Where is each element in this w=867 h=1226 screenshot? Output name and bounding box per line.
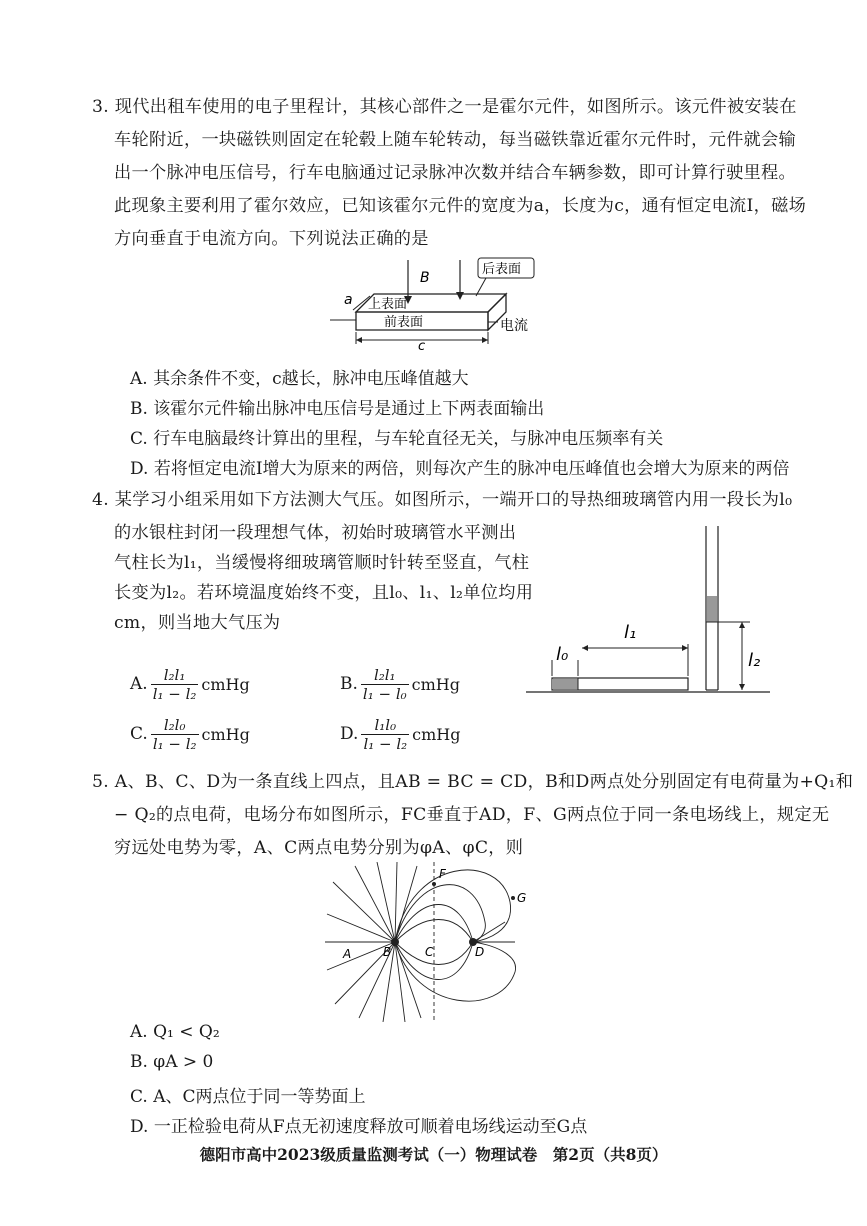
point-d-label: D [475, 945, 485, 959]
q4-option-b[interactable] [340, 666, 460, 703]
fraction [151, 716, 199, 753]
denominator: l₁ − l₂ [152, 735, 197, 753]
unit: cmHg [412, 725, 461, 744]
fraction [361, 716, 409, 753]
q4-option-d[interactable] [340, 716, 461, 753]
q4-option-c[interactable] [130, 716, 250, 753]
q4-line: 气柱长为l₁，当缓慢将细玻璃管顺时针转至竖直，气柱 [114, 553, 530, 573]
l1-label: l₁ [624, 622, 637, 643]
glass-tube-figure [520, 520, 780, 700]
point-a-label: A [343, 947, 352, 961]
fraction [151, 666, 199, 703]
q3-option-a[interactable]: A. 其余条件不变，c越长，脉冲电压峰值越大 [130, 369, 469, 389]
q3-line: 3. 现代出租车使用的电子里程计，其核心部件之一是霍尔元件，如图所示。该元件被安装在 [92, 97, 797, 117]
q3-line: 此现象主要利用了霍尔效应，已知该霍尔元件的宽度为a，长度为c，通有恒定电流I，磁场 [114, 196, 807, 216]
l2-label: l₂ [748, 650, 761, 671]
front-surface-label: 前表面 [384, 315, 424, 330]
option-label: C. [130, 724, 148, 744]
q3-option-d[interactable]: D. 若将恒定电流I增大为原来的两倍，则每次产生的脉冲电压峰值也会增大为原来的两倍 [130, 459, 790, 479]
unit: cmHg [201, 675, 250, 694]
current-label: 电流 [500, 318, 528, 334]
q5-option-b[interactable]: B. φA > 0 [130, 1052, 214, 1072]
q3-line: 出一个脉冲电压信号，行车电脑通过记录脉冲次数并结合车辆参数，即可计算行驶里程。 [114, 163, 797, 183]
numerator: l₁l₀ [361, 716, 409, 735]
numerator: l₂l₁ [361, 666, 409, 685]
q5-option-a[interactable]: A. Q₁ < Q₂ [130, 1022, 220, 1042]
q3-line: 车轮附近，一块磁铁则固定在轮毂上随车轮转动，每当磁铁靠近霍尔元件时，元件就会输 [114, 130, 797, 150]
q5-line: − Q₂的点电荷，电场分布如图所示，FC垂直于AD，F、G两点位于同一条电场线上，规定无 [114, 805, 830, 825]
numerator: l₂l₀ [151, 716, 199, 735]
denominator: l₁ − l₂ [152, 685, 197, 703]
hall-element-figure [320, 252, 560, 352]
unit: cmHg [201, 725, 250, 744]
q3-option-c[interactable]: C. 行车电脑最终计算出的里程，与车轮直径无关，与脉冲电压频率有关 [130, 429, 664, 449]
q4-line: 的水银柱封闭一段理想气体，初始时玻璃管水平测出 [114, 523, 517, 543]
q4-option-a[interactable] [130, 666, 250, 703]
c-label: c [418, 339, 426, 352]
option-label: B. [340, 674, 358, 694]
point-g-label: G [517, 891, 527, 905]
numerator: l₂l₁ [151, 666, 199, 685]
l0-label: l₀ [556, 644, 569, 665]
denominator: l₁ − l₀ [362, 685, 407, 703]
a-label: a [344, 292, 353, 308]
option-label: A. [130, 674, 148, 694]
top-surface-label: 上表面 [368, 297, 408, 312]
q3-line: 方向垂直于电流方向。下列说法正确的是 [114, 229, 429, 249]
electric-field-figure [325, 862, 545, 1022]
denominator: l₁ − l₂ [363, 735, 408, 753]
q3-option-b[interactable]: B. 该霍尔元件输出脉冲电压信号是通过上下两表面输出 [130, 399, 545, 419]
q4-line: 长变为l₂。若环境温度始终不变，且l₀、l₁、l₂单位均用 [114, 583, 534, 603]
q4-line: 4. 某学习小组采用如下方法测大气压。如图所示，一端开口的导热细玻璃管内用一段长为l₀ [92, 490, 793, 510]
option-label: D. [340, 724, 359, 744]
back-surface-label: 后表面 [482, 262, 522, 277]
q5-option-d[interactable]: D. 一正检验电荷从F点无初速度释放可顺着电场线运动至G点 [130, 1117, 588, 1137]
point-f-label: F [439, 867, 446, 881]
page-footer: 德阳市高中2023级质量监测考试（一）物理试卷 第2页（共8页） [199, 1145, 668, 1164]
q5-line: 穷远处电势为零，A、C两点电势分别为φA、φC，则 [114, 838, 524, 858]
point-c-label: C [425, 945, 434, 959]
fraction [361, 666, 409, 703]
unit: cmHg [411, 675, 460, 694]
q4-line: cm，则当地大气压为 [114, 613, 281, 633]
q5-option-c[interactable]: C. A、C两点位于同一等势面上 [130, 1087, 366, 1107]
point-b-label: B [383, 945, 392, 959]
b-label: B [420, 270, 430, 286]
q5-line: 5. A、B、C、D为一条直线上四点，且AB = BC = CD，B和D两点处分别固定有电荷量为+Q₁和 [92, 772, 854, 792]
